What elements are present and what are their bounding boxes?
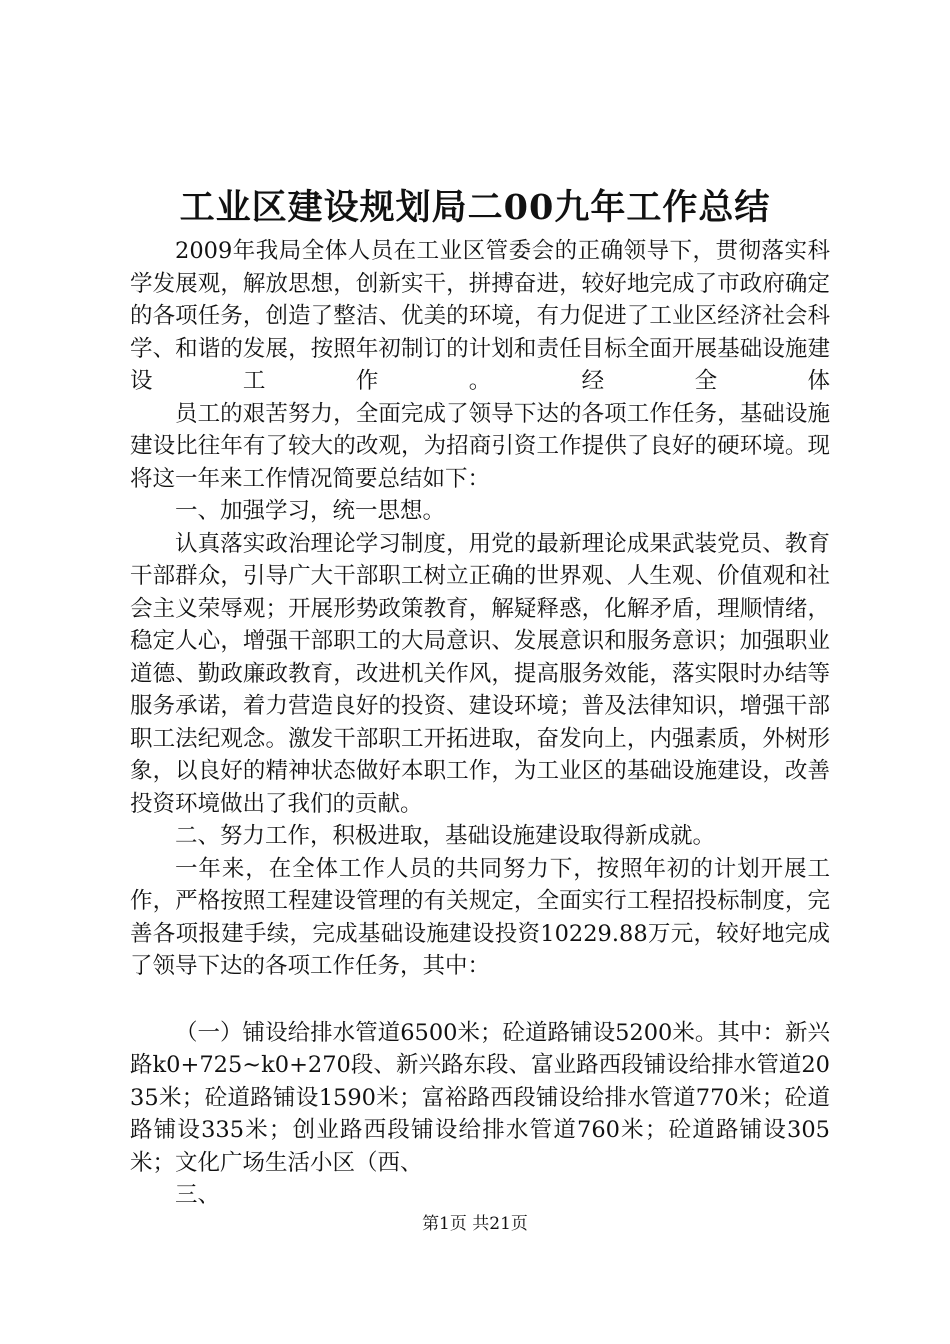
page-number-footer: 第1页 共21页	[422, 1214, 528, 1234]
paragraph-pipes-roads: （一）铺设给排水管道6500米；砼道路铺设5200米。其中：新兴路k0+725~k0+270段、新兴路东段、富业路西段铺设给排水管道2035米；砼道路铺设1590米；富裕路西段铺设给排水管道770米；砼道路铺设335米；创业路西段铺设给排水管道760米；砼道路铺设305米；文化广场生活小区（西、	[130, 1019, 830, 1176]
paragraph-construction: 一年来，在全体工作人员的共同努力下，按照年初的计划开展工作，严格按照工程建设管理的有关规定，全面实行工程招投标制度，完善各项报建手续，完成基础设施建设投资10229.88万元，较好地完成了领导下达的各项工作任务，其中：	[130, 855, 830, 979]
section-heading-3: 三、	[175, 1182, 221, 1208]
document-title: 工业区建设规划局二00九年工作总结	[179, 187, 771, 228]
paragraph-intro: 2009年我局全体人员在工业区管委会的正确领导下，贯彻落实科学发展观，解放思想，创新实干，拼搏奋进，较好地完成了市政府确定的各项任务，创造了整洁、优美的环境，有力促进了工业区经济社会科学、和谐的发展，按照年初制订的计划和责任目标全面开展基础设施建设工作。经全体	[130, 238, 830, 394]
paragraph-gap	[130, 983, 830, 1017]
section-heading-2: 二、努力工作，积极进取，基础设施建设取得新成就。	[175, 823, 716, 849]
document-body	[130, 235, 830, 1212]
paragraph-intro-continued: 员工的艰苦努力，全面完成了领导下达的各项工作任务，基础设施建设比往年有了较大的改观，为招商引资工作提供了良好的硬环境。现将这一年来工作情况简要总结如下：	[130, 400, 830, 492]
paragraph-study: 认真落实政治理论学习制度，用党的最新理论成果武装党员、教育干部群众，引导广大干部职工树立正确的世界观、人生观、价值观和社会主义荣辱观；开展形势政策教育，解疑释惑，化解矛盾，理顺情绪，稳定人心，增强干部职工的大局意识、发展意识和服务意识；加强职业道德、勤政廉政教育，改进机关作风，提高服务效能，落实限时办结等服务承诺，着力营造良好的投资、建设环境；普及法律知识，增强干部职工法纪观念。激发干部职工开拓进取，奋发向上，内强素质，外树形象，以良好的精神状态做好本职工作，为工业区的基础设施建设，改善投资环境做出了我们的贡献。	[130, 530, 830, 817]
section-heading-1: 一、加强学习，统一思想。	[175, 498, 446, 524]
